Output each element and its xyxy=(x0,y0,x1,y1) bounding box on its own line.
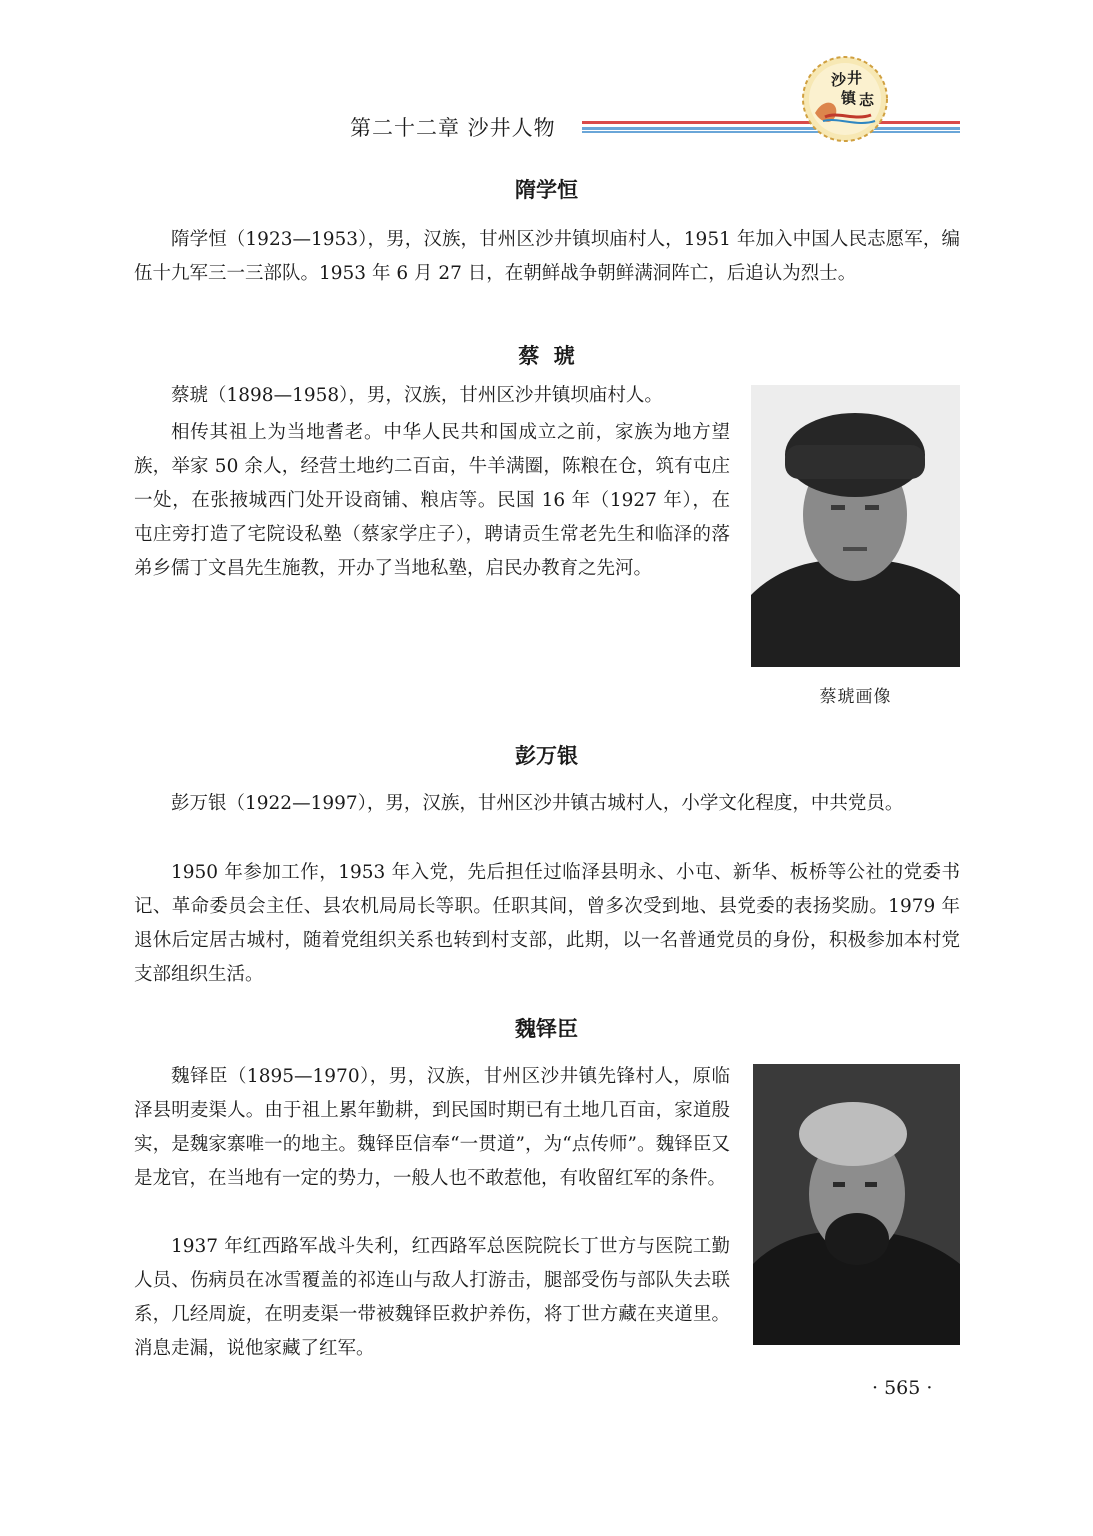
svg-text:镇: 镇 xyxy=(841,89,857,107)
paragraph: 彭万银（1922—1997），男，汉族，甘州区沙井镇古城村人，小学文化程度，中共党员。 xyxy=(171,793,904,814)
svg-text:沙: 沙 xyxy=(831,71,847,89)
paragraph: 魏铎臣（1895—1970），男，汉族，甘州区沙井镇先锋村人，原临泽县明麦渠人。由于祖上累年勤耕，到民国时期已有土地几百亩，家道殷实，是魏家寨唯一的地主。魏铎臣信奉“一贯道”，为“点传师”。魏铎臣又是龙官，在当地有一定的势力，一般人也不敢惹他，有收留红军的条件。 xyxy=(134,1066,730,1189)
paragraph: 1937 年红西路军战斗失利，红西路军总医院院长丁世方与医院工勤人员、伤病员在冰雪覆盖的祁连山与敌人打游击，腿部受伤与部队失去联系，几经周旋，在明麦渠一带被魏铎臣救护养伤，将丁世方藏在夹道里。消息走漏，说他家藏了红军。 xyxy=(134,1236,730,1359)
svg-text:井: 井 xyxy=(847,69,863,87)
photo-caption: 蔡琥画像 xyxy=(819,687,892,707)
paragraph: 相传其祖上为当地耆老。中华人民共和国成立之前，家族为地方望族，举家 50 余人，经营土地约二百亩，牛羊满圈，陈粮在仓，筑有屯庄一处，在张掖城西门处开设商铺、粮店等。民国 16 年（1927 年），在屯庄旁打造了宅院设私塾（蔡家学庄子），聘请贡生常老先生和临泽的落弟乡儒丁文昌先生施教，开办了当地私塾，启民办教育之先河。 xyxy=(134,422,730,579)
header-rule-blue xyxy=(582,127,960,130)
header-chapter-title: 第二十二章 沙井人物 xyxy=(350,116,556,140)
header-rule-blue-2 xyxy=(582,131,960,133)
portrait-photo-cai-hu xyxy=(751,385,960,667)
portrait-photo-wei-duochen xyxy=(753,1064,960,1345)
section-title-wei-duochen: 魏铎臣 xyxy=(515,1017,578,1041)
section-title-peng-wanyin: 彭万银 xyxy=(515,744,578,768)
paragraph: 蔡琥（1898—1958），男，汉族，甘州区沙井镇坝庙村人。 xyxy=(171,385,663,406)
town-logo xyxy=(801,55,889,143)
svg-text:志: 志 xyxy=(859,91,875,109)
section-title-sui-xueheng: 隋学恒 xyxy=(515,178,578,202)
paragraph: 隋学恒（1923—1953），男，汉族，甘州区沙井镇坝庙村人，1951 年加入中国人民志愿军，编伍十九军三一三部队。1953 年 6 月 27 日，在朝鲜战争朝鲜满洞阵亡，后追认为烈士。 xyxy=(134,229,960,284)
header-rule-red xyxy=(582,121,960,124)
section-title-cai-hu: 蔡 琥 xyxy=(518,344,575,368)
page-number: · 565 · xyxy=(872,1377,933,1399)
paragraph: 1950 年参加工作，1953 年入党，先后担任过临泽县明永、小屯、新华、板桥等公社的党委书记、革命委员会主任、县农机局局长等职。任职其间，曾多次受到地、县党委的表扬奖励。1979 年退休后定居古城村，随着党组织关系也转到村支部，此期，以一名普通党员的身份，积极参加本村党支部组织生活。 xyxy=(134,862,960,985)
